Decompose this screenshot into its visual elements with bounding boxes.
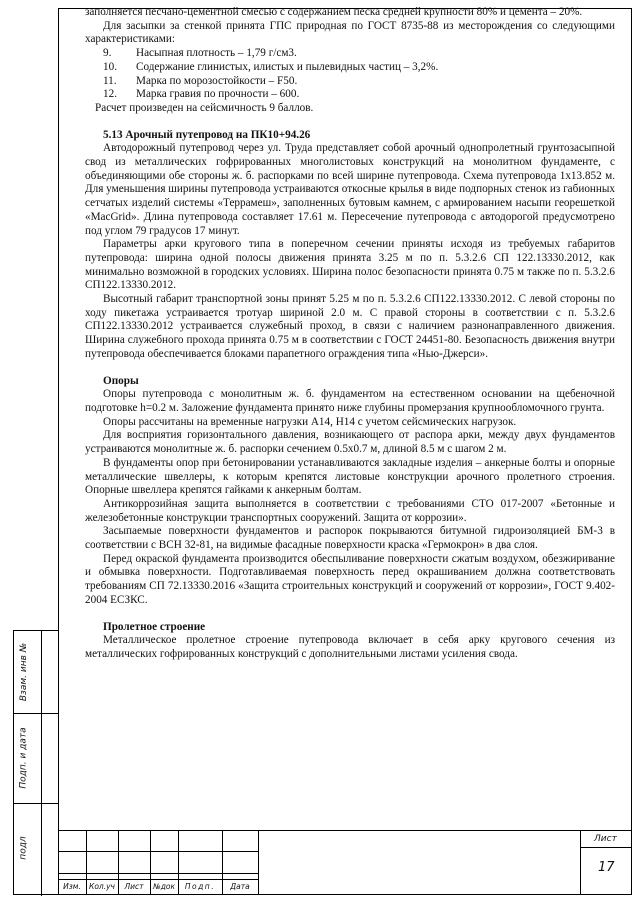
list-item: 11. Марка по морозостойкости – F50.: [103, 74, 298, 87]
list-item: 10. Содержание глинистых, илистых и пылевидных частиц – 3,2%.: [103, 60, 439, 73]
paragraph: Автодорожный путепровод через ул. Труда представляет собой арочный однопролетный грунтозасыпной свод из металлических гофрированных многолистовых конструкций на монолитном фундаменте, с объединяющими обе стороны ж. б. распорками по всей ширине путепровода. Схема путепровода 1х13.852 м. Для уменьшения ширины путепровода устраиваются откосные крылья в виде подпорных стенок из габионных сетчатых изделий системы «Террамеш», заполненных бутовым камнем, с армированием насыпи георешеткой «MacGrid». Длина путепровода составляет 17.61 м. Пересечение путепровода с автодорогой предусмотрено под углом 79 градусов 17 минут.: [85, 142, 615, 237]
col-izm: Изм.: [63, 882, 81, 891]
sheet-label: Лист: [594, 834, 617, 844]
page-number: 17: [598, 860, 615, 875]
paragraph: Антикоррозийная защита выполняется в соответствии с требованиями СТО 017-2007 «Бетонные и железобетонные конструкции транспортных сооружений. Защита от коррозии».: [85, 497, 615, 524]
paragraph: Металлическое пролетное строение путепровода включает в себя арку кругового сечения из металлических гофрированных конструкций с дополнительными листами усиления свода.: [85, 634, 615, 660]
paragraph: Засыпаемые поверхности фундаментов и распорок покрываются битумной гидроизоляцией БМ-3 в соответствии с ВСН 32-81, на видимые фасадные поверхности краска «Гермокрон» в два слоя.: [85, 525, 615, 552]
list-item: 9. Насыпная плотность – 1,79 г/см3.: [103, 47, 297, 60]
col-data: Дата: [230, 882, 250, 891]
col-list: Лист: [124, 882, 144, 891]
title-block: [58, 830, 632, 895]
paragraph: Высотный габарит транспортной зоны принят 5.25 м по п. 5.3.2.6 СП122.13330.2012. С левой стороны по ходу пикетажа устраивается тротуар шириной 2.0 м. С правой стороны в соответствии с п. 5.3.2.6 СП122.13330.2012 устраивается служебный проход, в связи с наличием разнонаправленного движения. Ширина служебного прохода принята 0.75 м в соответствии с ГОСТ 24451-80. Безопасность движения внутри путепровода обеспечивается блоками парапетного ограждения типа «Нью-Джерси».: [85, 293, 615, 360]
document-body: [85, 6, 615, 828]
list-item: 12. Марка гравия по прочности – 600.: [103, 88, 300, 101]
section-heading: Пролетное строение: [103, 620, 206, 633]
paragraph: В фундаменты опор при бетонировании устанавливаются закладные изделия – анкерные болты и опорные металлические швеллеры, к которым крепятся листовые конструкции арочного пролетного строения. Опорные швеллера крепятся гайками к анкерным болтам.: [85, 456, 615, 497]
paragraph: Опоры путепровода с монолитным ж. б. фундаментом на естественном основании на щебеночной подготовке h=0.2 м. Заложение фундамента принято ниже глубины промерзания крупнообломочного грунта.: [85, 388, 615, 414]
section-heading: Опоры: [103, 374, 139, 387]
numbered-list: [85, 47, 615, 102]
side-label-replace-inv: Взам. инв №: [19, 642, 29, 702]
paragraph: Для восприятия горизонтального давления, возникающего от распора арки, между двух фундаментов устраиваются монолитные ж. б. распорки сечением 0.5х0.7 м, длиной 8.5 м с шагом 2 м.: [85, 429, 615, 456]
side-label-sign-date: Подп. и дата: [19, 727, 29, 789]
paragraph: заполняется песчано-цементной смесью с содержанием песка средней крупности 80% и цемента – 20%.: [85, 6, 583, 18]
paragraph: Перед окраской фундамента производится обеспыливание поверхности сжатым воздухом, обезжиривание и обмывка поверхности. Подготавливаемая поверхность перед окрашиванием должна соответствовать требованиям СП 72.13330.2016 «Защита строительных конструкций и сооружений от коррозии», ГОСТ 9.402-2004 ЕСЗКС.: [85, 552, 615, 606]
paragraph: Параметры арки кругового типа в поперечном сечении приняты исходя из требуемых габаритов путепровода: ширина одной полосы движения принята 3.25 м по п. 5.3.2.6 СП 122.13330.2012, как минимально возможной в городских условиях. Ширина полос безопасности принята 0.75 м также по п. 5.3.2.6 СП122.13330.2012.: [85, 238, 615, 292]
paragraph: Расчет произведен на сейсмичность 9 баллов.: [95, 101, 314, 114]
col-koluch: Кол.уч: [89, 882, 115, 891]
paragraph: Для засыпки за стенкой принята ГПС природная по ГОСТ 8735-88 из месторождения со следующими характеристиками:: [85, 19, 615, 46]
col-podp: Подп.: [184, 882, 216, 891]
paragraph: Опоры рассчитаны на временные нагрузки А14, Н14 с учетом сейсмических нагрузок.: [103, 415, 517, 428]
side-label-inv-orig: подл: [19, 836, 29, 860]
col-ndok: №док: [152, 882, 176, 891]
section-heading: 5.13 Арочный путепровод на ПК10+94.26: [103, 128, 311, 141]
